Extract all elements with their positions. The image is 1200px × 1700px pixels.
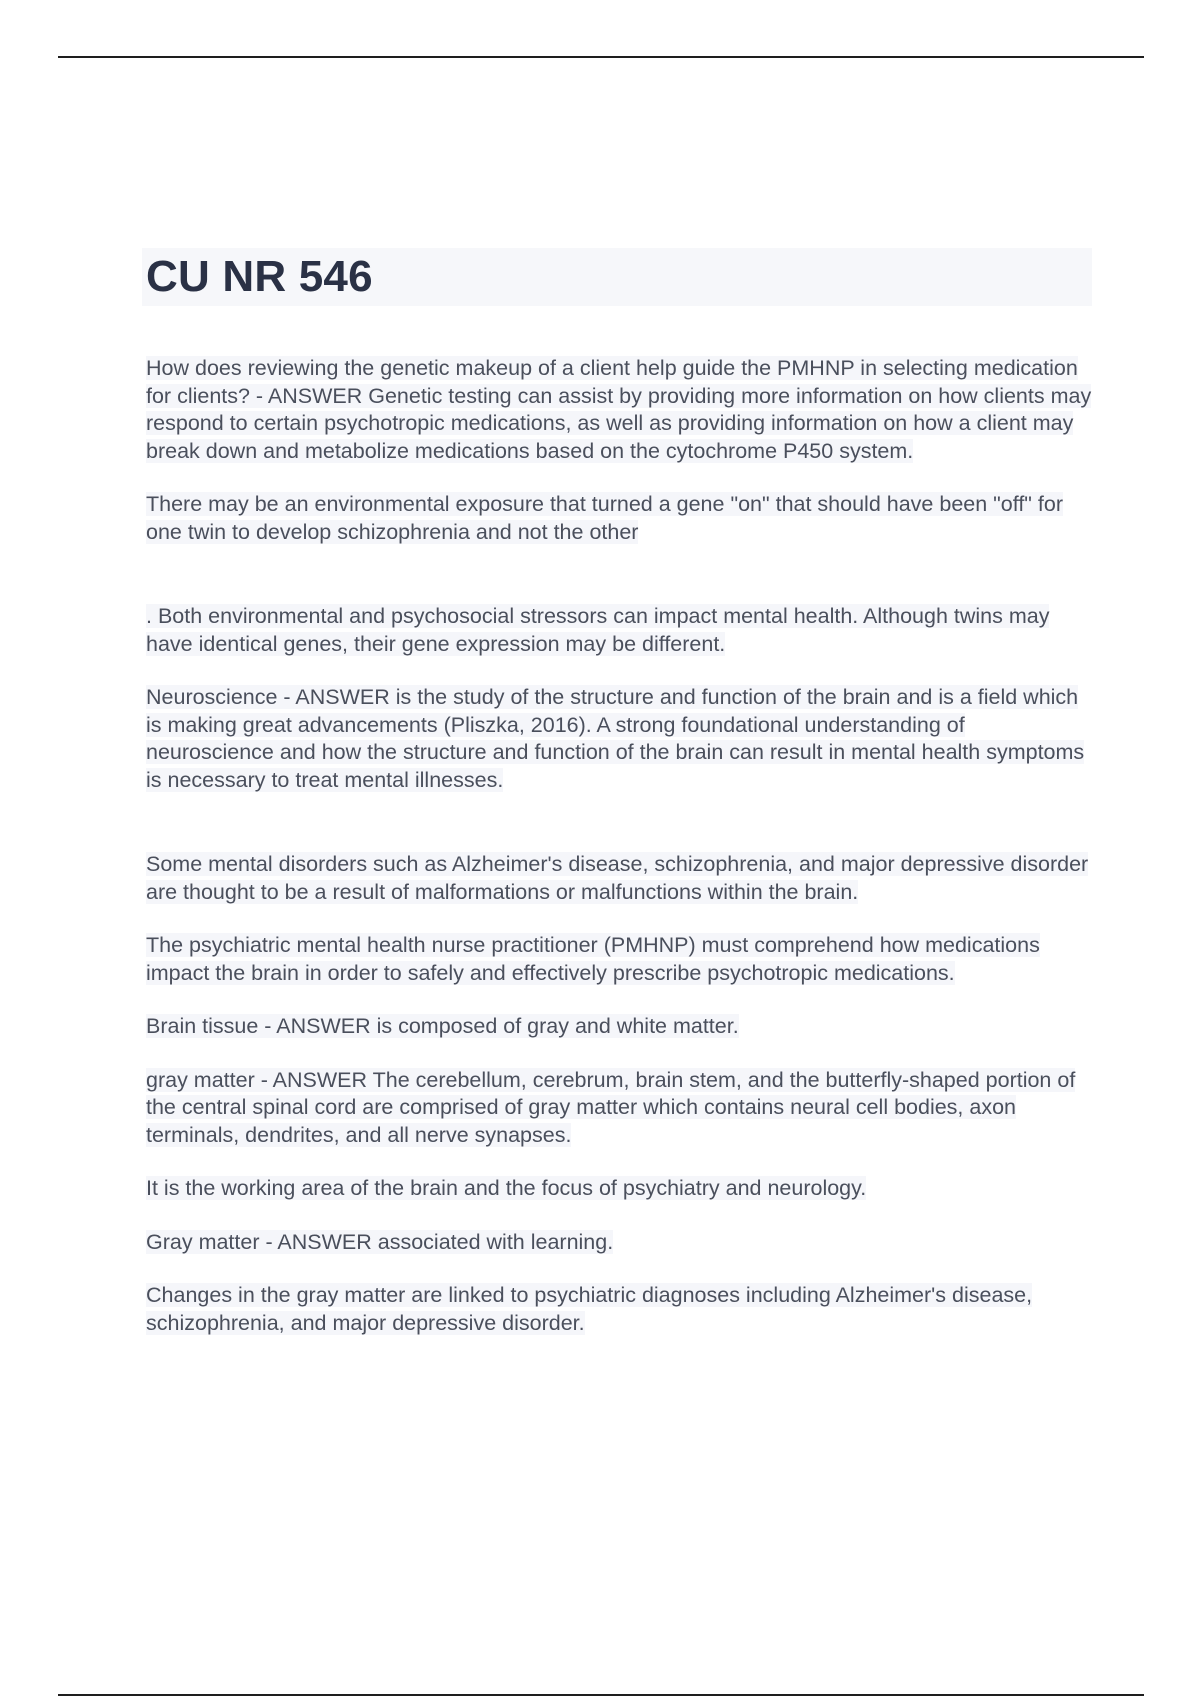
paragraph-text: Some mental disorders such as Alzheimer's disease, schizophrenia, and major depressive disorder are thought to be a result of malformations or malfunctions within the brain. (146, 852, 1089, 904)
paragraph-text: . Both environmental and psychosocial stressors can impact mental health. Although twins may have identical genes, their gene expression may be different. (146, 604, 1050, 656)
document-body (146, 355, 1096, 1337)
document-title: CU NR 546 (146, 252, 373, 301)
bottom-rule (58, 1694, 1144, 1696)
paragraph-brain-tissue (146, 1013, 1096, 1041)
paragraph-gray-matter-learning (146, 1229, 1096, 1257)
top-rule (58, 56, 1144, 58)
paragraph-text: There may be an environmental exposure that turned a gene "on" that should have been "off" for one twin to develop schizophrenia and not the other (146, 492, 1064, 544)
paragraph-text: Gray matter - ANSWER associated with learning. (146, 1229, 614, 1254)
paragraph-environmental-exposure (146, 491, 1096, 546)
paragraph-gray-matter-changes (146, 1282, 1096, 1337)
paragraph-text: gray matter - ANSWER The cerebellum, cerebrum, brain stem, and the butterfly-shaped portion of the central spinal cord are comprised of gray matter which contains neural cell bodies, axon terminals, dendrites, and all nerve synapses. (146, 1067, 1076, 1147)
paragraph-pmhnp (146, 932, 1096, 987)
paragraph-text: How does reviewing the genetic makeup of a client help guide the PMHNP in selecting medication for clients? - ANSWER Genetic testing can assist by providing more information on how clients may respond to certain psychotropic medications, as well as providing information on how a client may break down and metabolize medications based on the cytochrome P450 system. (146, 356, 1092, 463)
paragraph-text: Neuroscience - ANSWER is the study of the structure and function of the brain and is a field which is making great advancements (Pliszka, 2016). A strong foundational understanding of neuroscience and how the structure and function of the brain can result in mental health symptoms is necessary to treat mental illnesses. (146, 685, 1085, 792)
paragraph-text: Changes in the gray matter are linked to psychiatric diagnoses including Alzheimer's disease, schizophrenia, and major depressive disorder. (146, 1283, 1033, 1335)
paragraph-genetic-testing (146, 355, 1096, 465)
paragraph-text: The psychiatric mental health nurse practitioner (PMHNP) must comprehend how medications impact the brain in order to safely and effectively prescribe psychotropic medications. (146, 933, 1040, 985)
paragraph-mental-disorders (146, 851, 1096, 906)
paragraph-stressors (146, 603, 1096, 658)
paragraph-working-area (146, 1175, 1096, 1203)
paragraph-text: It is the working area of the brain and the focus of psychiatry and neurology. (146, 1176, 867, 1200)
paragraph-neuroscience (146, 684, 1096, 794)
paragraph-text: Brain tissue - ANSWER is composed of gray and white matter. (146, 1014, 739, 1038)
paragraph-gray-matter (146, 1067, 1096, 1150)
